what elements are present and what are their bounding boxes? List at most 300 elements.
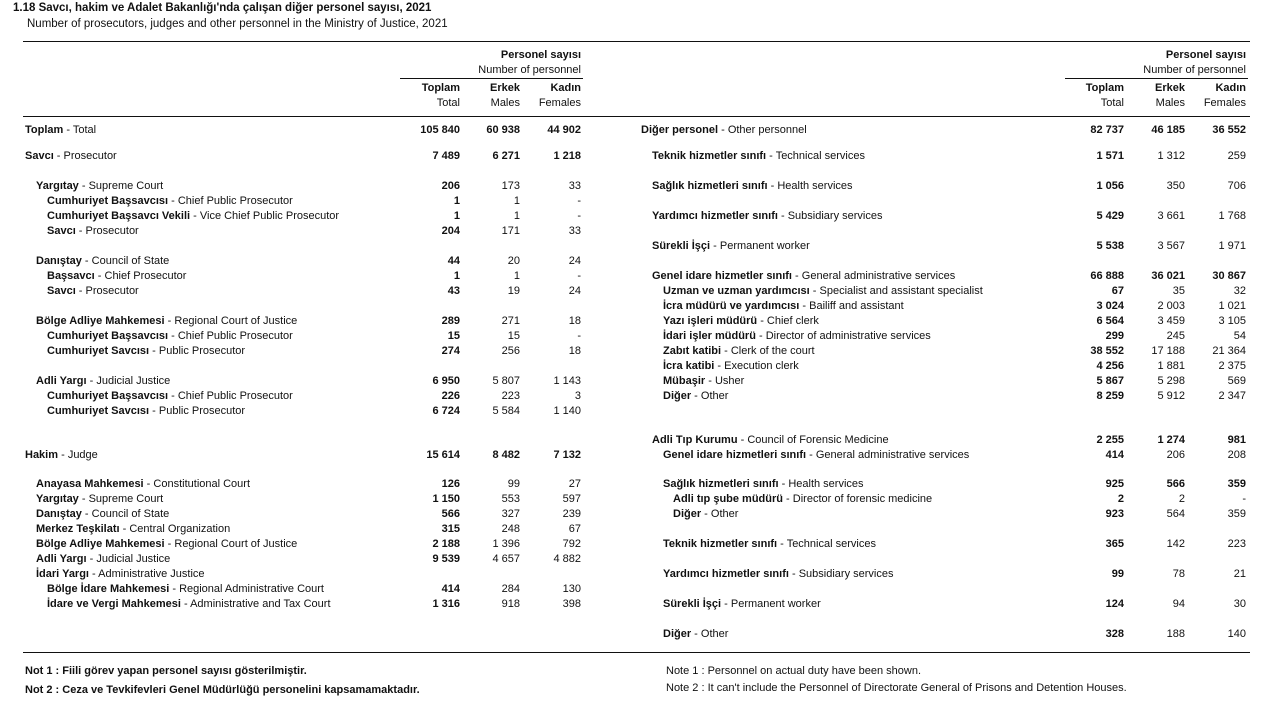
row-label-tr: Danıştay: [36, 255, 82, 267]
row-label-sep: -: [701, 508, 711, 520]
row-label: [663, 329, 931, 344]
row-label: [663, 448, 969, 463]
row-label-tr: Yardımcı hizmetler sınıfı: [652, 210, 778, 222]
row-label-sep: -: [53, 150, 64, 162]
cell-female: 24: [568, 285, 581, 297]
cell-male: 2: [1178, 493, 1185, 505]
row-label-tr: Cumhuriyet Başsavcı Vekili: [47, 210, 191, 222]
cell-female: 24: [568, 255, 581, 267]
row-label-en: Usher: [714, 375, 745, 387]
row-label-sep: -: [721, 598, 731, 610]
row-label-en: Technical services: [786, 538, 876, 550]
cell-female: 1 218: [553, 150, 581, 162]
table-row: [0, 254, 1280, 269]
row-label-en: Clerk of the court: [730, 345, 815, 357]
cell-male: 36 021: [1151, 270, 1185, 282]
row-label-en: Permanent worker: [730, 598, 821, 610]
cell-male: 1 274: [1157, 434, 1185, 446]
row-label-tr: Adli tıp şube müdürü: [673, 493, 783, 505]
row-label-tr: Genel idare hizmetleri sınıfı: [663, 449, 807, 461]
cell-male: 5 912: [1157, 390, 1185, 402]
row-label: [36, 522, 230, 537]
cell-total: 274: [441, 345, 460, 357]
cell-total: 1: [453, 195, 460, 207]
row-label-en: Other: [700, 390, 729, 402]
cell-male: 1 312: [1157, 150, 1185, 162]
row-label-tr: Adli Tıp Kurumu: [652, 434, 738, 446]
cell-total: 365: [1105, 538, 1124, 550]
row-label-sep: -: [63, 124, 73, 136]
cell-total: 923: [1105, 508, 1124, 520]
row-label-en: Subsidiary services: [787, 210, 883, 222]
cell-total: 99: [1111, 568, 1124, 580]
row-label-sep: -: [691, 628, 701, 640]
row-label-en: Administrative and Tax Court: [190, 598, 331, 610]
cell-total: 9 539: [432, 553, 460, 565]
cell-female: 7 132: [553, 449, 581, 461]
row-label-en: Subsidiary services: [798, 568, 894, 580]
cell-male: 350: [1166, 180, 1185, 192]
row-label-tr: Savcı: [47, 285, 76, 297]
row-label-en: Prosecutor: [63, 150, 117, 162]
cell-total: 3 024: [1096, 300, 1124, 312]
row-label-en: Central Organization: [129, 523, 231, 535]
row-label-tr: Adli Yargı: [36, 553, 87, 565]
cell-male: 3 567: [1157, 240, 1185, 252]
top-rule: [23, 41, 1250, 42]
table-row: [0, 299, 1280, 314]
row-label-en: Bailiff and assistant: [809, 300, 904, 312]
row-label-en: Supreme Court: [88, 180, 164, 192]
row-label-sep: -: [705, 375, 715, 387]
cell-male: 1: [513, 210, 520, 222]
row-label-sep: -: [94, 270, 105, 282]
row-label-en: Technical services: [775, 150, 865, 162]
cell-male: 142: [1166, 538, 1185, 550]
left-header-group-tr: Personel sayısı: [500, 49, 581, 61]
row-label-en: Other: [700, 628, 729, 640]
table-row: [0, 567, 1280, 582]
cell-male: 19: [507, 285, 520, 297]
row-label-sep: -: [143, 478, 154, 490]
row-label-en: Total: [72, 124, 97, 136]
table-row: [0, 507, 1280, 522]
cell-total: 5 429: [1096, 210, 1124, 222]
left-header-total: Toplam Total: [421, 82, 460, 109]
row-label-tr: Cumhuriyet Savcısı: [47, 405, 150, 417]
row-label-tr: Uzman ve uzman yardımcısı: [663, 285, 810, 297]
cell-total: 2 188: [432, 538, 460, 550]
row-label-en: Chief Public Prosecutor: [177, 330, 293, 342]
row-label-sep: -: [86, 375, 97, 387]
row-label-tr: İcra müdürü ve yardımcısı: [663, 300, 800, 312]
cell-male: 564: [1166, 508, 1185, 520]
cell-total: 328: [1105, 628, 1124, 640]
note-tr-2: Not 2 : Ceza ve Tevkifevleri Genel Müdürlüğü personelini kapsamamaktadır.: [25, 684, 420, 696]
table-row: [0, 597, 1280, 612]
row-label-tr: Genel idare hizmetler sınıfı: [652, 270, 792, 282]
row-label-sep: -: [58, 449, 68, 461]
row-label-en: Prosecutor: [85, 285, 139, 297]
left-header-group-en: Number of personnel: [478, 64, 581, 76]
row-label: [663, 359, 799, 374]
row-label-sep: -: [168, 195, 178, 207]
cell-female: 1 140: [553, 405, 581, 417]
cell-total: 15: [447, 330, 460, 342]
row-label-tr: Sürekli İşçi: [663, 598, 722, 610]
cell-female: 208: [1227, 449, 1246, 461]
row-label-sep: -: [75, 285, 86, 297]
right-header-group-tr: Personel sayısı: [1165, 49, 1246, 61]
cell-female: 398: [562, 598, 581, 610]
right-header-female: Kadın Females: [1203, 82, 1246, 109]
row-label-sep: -: [809, 285, 820, 297]
row-label: [641, 123, 807, 138]
row-label-tr: Cumhuriyet Başsavcısı: [47, 390, 169, 402]
cell-female: 4 882: [553, 553, 581, 565]
row-label: [663, 537, 876, 552]
table-row: [0, 359, 1280, 374]
cell-male: 3 661: [1157, 210, 1185, 222]
row-label: [652, 239, 810, 254]
row-label: [663, 597, 821, 612]
cell-male: 15: [507, 330, 520, 342]
row-label-tr: Adli Yargı: [36, 375, 87, 387]
cell-total: 5 867: [1096, 375, 1124, 387]
cell-male: 1: [513, 195, 520, 207]
row-label-en: Judge: [67, 449, 98, 461]
cell-total: 1 316: [432, 598, 460, 610]
row-label-sep: -: [75, 225, 86, 237]
table-row: [0, 224, 1280, 239]
row-label-tr: Cumhuriyet Savcısı: [47, 345, 150, 357]
row-label-en: Council of State: [91, 508, 170, 520]
cell-female: 981: [1227, 434, 1246, 446]
row-label-tr: Toplam: [25, 124, 64, 136]
row-label-sep: -: [81, 255, 92, 267]
row-label-en: Council of State: [91, 255, 170, 267]
table-row: [0, 179, 1280, 194]
right-header-group-en: Number of personnel: [1143, 64, 1246, 76]
table-row: [0, 209, 1280, 224]
row-label-en: Supreme Court: [88, 493, 164, 505]
row-label-en: Regional Administrative Court: [179, 583, 324, 595]
cell-male: 5 584: [492, 405, 520, 417]
cell-total: 82 737: [1090, 124, 1124, 136]
row-label-tr: İdari işler müdürü: [663, 330, 756, 342]
row-label-sep: -: [86, 553, 97, 565]
cell-female: 44 902: [547, 124, 581, 136]
row-label-sep: -: [691, 390, 701, 402]
row-label-en: Director of forensic medicine: [792, 493, 933, 505]
cell-male: 1: [513, 270, 520, 282]
table-row: [0, 448, 1280, 463]
table-row: [0, 149, 1280, 164]
row-label-en: Public Prosecutor: [158, 405, 246, 417]
row-label-sep: -: [714, 360, 725, 372]
table-row: [0, 552, 1280, 567]
cell-female: 21: [1233, 568, 1246, 580]
cell-total: 566: [441, 508, 460, 520]
row-label-tr: Cumhuriyet Başsavcısı: [47, 330, 169, 342]
cell-male: 248: [501, 523, 520, 535]
row-label: [663, 299, 904, 314]
cell-female: 3: [574, 390, 581, 402]
cell-female: 130: [562, 583, 581, 595]
table-row: [0, 433, 1280, 448]
row-label-en: Judicial Justice: [96, 553, 171, 565]
cell-female: 18: [568, 315, 581, 327]
row-label: [663, 567, 893, 582]
row-label-tr: Anayasa Mahkemesi: [36, 478, 144, 490]
row-label: [652, 433, 889, 448]
cell-male: 553: [501, 493, 520, 505]
cell-female: 33: [568, 180, 581, 192]
row-label-en: Director of administrative services: [765, 330, 931, 342]
row-label-en: Specialist and assistant specialist: [819, 285, 983, 297]
left-header-male: Erkek Males: [490, 82, 520, 109]
cell-female: 30: [1233, 598, 1246, 610]
table-row: [0, 314, 1280, 329]
cell-male: 6 271: [492, 150, 520, 162]
right-header-underline: [1065, 78, 1248, 79]
cell-male: 1 396: [492, 538, 520, 550]
row-label-en: Permanent worker: [719, 240, 810, 252]
table-row: [0, 194, 1280, 209]
cell-male: 46 185: [1151, 124, 1185, 136]
cell-total: 414: [441, 583, 460, 595]
row-label-tr: Diğer: [663, 628, 692, 640]
table-row: [0, 492, 1280, 507]
cell-male: 566: [1166, 478, 1185, 490]
row-label-en: General administrative services: [801, 270, 956, 282]
row-label-tr: Başsavcı: [47, 270, 95, 282]
cell-male: 8 482: [492, 449, 520, 461]
table-subtitle: Number of prosecutors, judges and other personnel in the Ministry of Justice, 2021: [27, 18, 448, 30]
cell-female: 67: [568, 523, 581, 535]
cell-total: 204: [441, 225, 460, 237]
note-en-1: Note 1 : Personnel on actual duty have been shown.: [666, 665, 922, 677]
cell-male: 171: [501, 225, 520, 237]
cell-male: 271: [501, 315, 520, 327]
cell-male: 223: [501, 390, 520, 402]
table-row: [0, 389, 1280, 404]
cell-male: 206: [1166, 449, 1185, 461]
cell-total: 2: [1117, 493, 1124, 505]
row-label-sep: -: [777, 538, 787, 550]
cell-total: 1 571: [1096, 150, 1124, 162]
table-title: 1.18 Savcı, hakim ve Adalet Bakanlığı'nda çalışan diğer personel sayısı, 2021: [13, 2, 432, 14]
row-label-tr: Bölge İdare Mahkemesi: [47, 583, 170, 595]
table-row: [0, 627, 1280, 642]
cell-male: 20: [507, 255, 520, 267]
row-label-sep: -: [180, 598, 191, 610]
row-label-sep: -: [766, 150, 776, 162]
row-label: [663, 314, 819, 329]
row-label-en: Vice Chief Public Prosecutor: [199, 210, 340, 222]
table-row: [0, 344, 1280, 359]
cell-female: 359: [1227, 478, 1246, 490]
row-label-sep: -: [710, 240, 720, 252]
cell-male: 245: [1166, 330, 1185, 342]
cell-male: 188: [1166, 628, 1185, 640]
cell-female: 259: [1227, 150, 1246, 162]
table-row: [0, 269, 1280, 284]
cell-female: -: [577, 210, 581, 222]
cell-female: 706: [1227, 180, 1246, 192]
row-label-sep: -: [778, 478, 789, 490]
table-row: [0, 329, 1280, 344]
cell-total: 66 888: [1090, 270, 1124, 282]
cell-total: 414: [1105, 449, 1124, 461]
row-label-tr: Mübaşir: [663, 375, 706, 387]
cell-female: 21 364: [1212, 345, 1246, 357]
table-row: [0, 522, 1280, 537]
row-label-tr: Yargıtay: [36, 180, 79, 192]
row-label: [663, 374, 744, 389]
cell-total: 67: [1111, 285, 1124, 297]
row-label-sep: -: [767, 180, 778, 192]
row-label-tr: Diğer: [673, 508, 702, 520]
cell-total: 1 150: [432, 493, 460, 505]
row-label-tr: Bölge Adliye Mahkemesi: [36, 538, 165, 550]
cell-total: 226: [441, 390, 460, 402]
cell-female: 54: [1233, 330, 1246, 342]
row-label-en: Regional Court of Justice: [174, 538, 298, 550]
cell-male: 1 881: [1157, 360, 1185, 372]
table-row: [0, 582, 1280, 597]
row-label-en: Chief clerk: [766, 315, 819, 327]
row-label: [652, 269, 955, 284]
row-label-tr: Savcı: [25, 150, 54, 162]
right-header-total: Toplam Total: [1085, 82, 1124, 109]
cell-male: 327: [501, 508, 520, 520]
row-label-en: Health services: [777, 180, 853, 192]
cell-total: 38 552: [1090, 345, 1124, 357]
row-label-en: Council of Forensic Medicine: [747, 434, 889, 446]
row-label-sep: -: [169, 583, 180, 595]
row-label-en: Other: [710, 508, 739, 520]
row-label-tr: Yazı işleri müdürü: [663, 315, 758, 327]
cell-male: 4 657: [492, 553, 520, 565]
row-label: [663, 344, 815, 359]
row-label-tr: Diğer personel: [641, 124, 719, 136]
cell-female: 1 768: [1218, 210, 1246, 222]
cell-male: 256: [501, 345, 520, 357]
cell-female: 223: [1227, 538, 1246, 550]
cell-total: 315: [441, 523, 460, 535]
table-row: [0, 477, 1280, 492]
cell-female: 2 347: [1218, 390, 1246, 402]
row-label-tr: Cumhuriyet Başsavcısı: [47, 195, 169, 207]
row-label-en: General administrative services: [815, 449, 970, 461]
cell-total: 206: [441, 180, 460, 192]
row-label: [47, 224, 139, 239]
cell-female: 140: [1227, 628, 1246, 640]
cell-female: 30 867: [1212, 270, 1246, 282]
cell-male: 35: [1172, 285, 1185, 297]
table-row: [0, 374, 1280, 389]
row-label: [652, 179, 853, 194]
row-label-sep: -: [755, 330, 766, 342]
cell-total: 1: [453, 210, 460, 222]
cell-total: 124: [1105, 598, 1124, 610]
cell-total: 6 564: [1096, 315, 1124, 327]
cell-total: 289: [441, 315, 460, 327]
row-label-tr: İdari Yargı: [36, 568, 89, 580]
row-label-sep: -: [149, 345, 159, 357]
table-row: [0, 123, 1280, 138]
row-label-en: Administrative Justice: [98, 568, 205, 580]
row-label-tr: Hakim: [25, 449, 59, 461]
row-label-sep: -: [799, 300, 810, 312]
header-rule: [23, 116, 1250, 117]
row-label: [47, 194, 293, 209]
cell-male: 60 938: [486, 124, 520, 136]
row-label-sep: -: [757, 315, 767, 327]
cell-female: 597: [562, 493, 581, 505]
table-row: [0, 284, 1280, 299]
row-label-sep: -: [718, 124, 728, 136]
row-label: [47, 582, 324, 597]
row-label-tr: Danıştay: [36, 508, 82, 520]
row-label: [673, 492, 932, 507]
row-label-sep: -: [190, 210, 200, 222]
row-label-sep: -: [168, 390, 178, 402]
cell-female: 27: [568, 478, 581, 490]
row-label-tr: Diğer: [663, 390, 692, 402]
cell-total: 2 255: [1096, 434, 1124, 446]
row-label-tr: Teknik hizmetler sınıfı: [652, 150, 767, 162]
cell-male: 99: [507, 478, 520, 490]
left-header-female: Kadın Females: [538, 82, 581, 109]
row-label-sep: -: [81, 508, 92, 520]
row-label-sep: -: [806, 449, 816, 461]
row-label-en: Regional Court of Justice: [174, 315, 298, 327]
row-label-en: Constitutional Court: [153, 478, 251, 490]
cell-male: 5 298: [1157, 375, 1185, 387]
cell-female: 239: [562, 508, 581, 520]
right-header-male: Erkek Males: [1155, 82, 1185, 109]
cell-male: 3 459: [1157, 315, 1185, 327]
cell-female: -: [577, 330, 581, 342]
cell-total: 15 614: [426, 449, 460, 461]
row-label: [663, 627, 728, 642]
row-label-sep: -: [149, 405, 159, 417]
row-label-en: Chief Public Prosecutor: [177, 195, 293, 207]
table-row: [0, 404, 1280, 419]
row-label: [36, 552, 170, 567]
note-tr-1: Not 1 : Fiili görev yapan personel sayısı gösterilmiştir.: [25, 665, 307, 677]
row-label-tr: İcra katibi: [663, 360, 715, 372]
cell-female: 569: [1227, 375, 1246, 387]
cell-female: 33: [568, 225, 581, 237]
row-label: [663, 477, 864, 492]
row-label-sep: -: [792, 270, 802, 282]
row-label: [652, 209, 882, 224]
cell-total: 1 056: [1096, 180, 1124, 192]
cell-male: 284: [501, 583, 520, 595]
row-label-tr: İdare ve Vergi Mahkemesi: [47, 598, 181, 610]
note-en-2: Note 2 : It can't include the Personnel of Directorate General of Prisons and Detention Houses.: [666, 682, 1127, 694]
cell-female: 792: [562, 538, 581, 550]
row-label-sep: -: [721, 345, 731, 357]
row-label: [673, 507, 738, 522]
cell-total: 925: [1105, 478, 1124, 490]
row-label-sep: -: [164, 315, 175, 327]
row-label-en: Chief Prosecutor: [104, 270, 187, 282]
left-header-underline: [400, 78, 583, 79]
